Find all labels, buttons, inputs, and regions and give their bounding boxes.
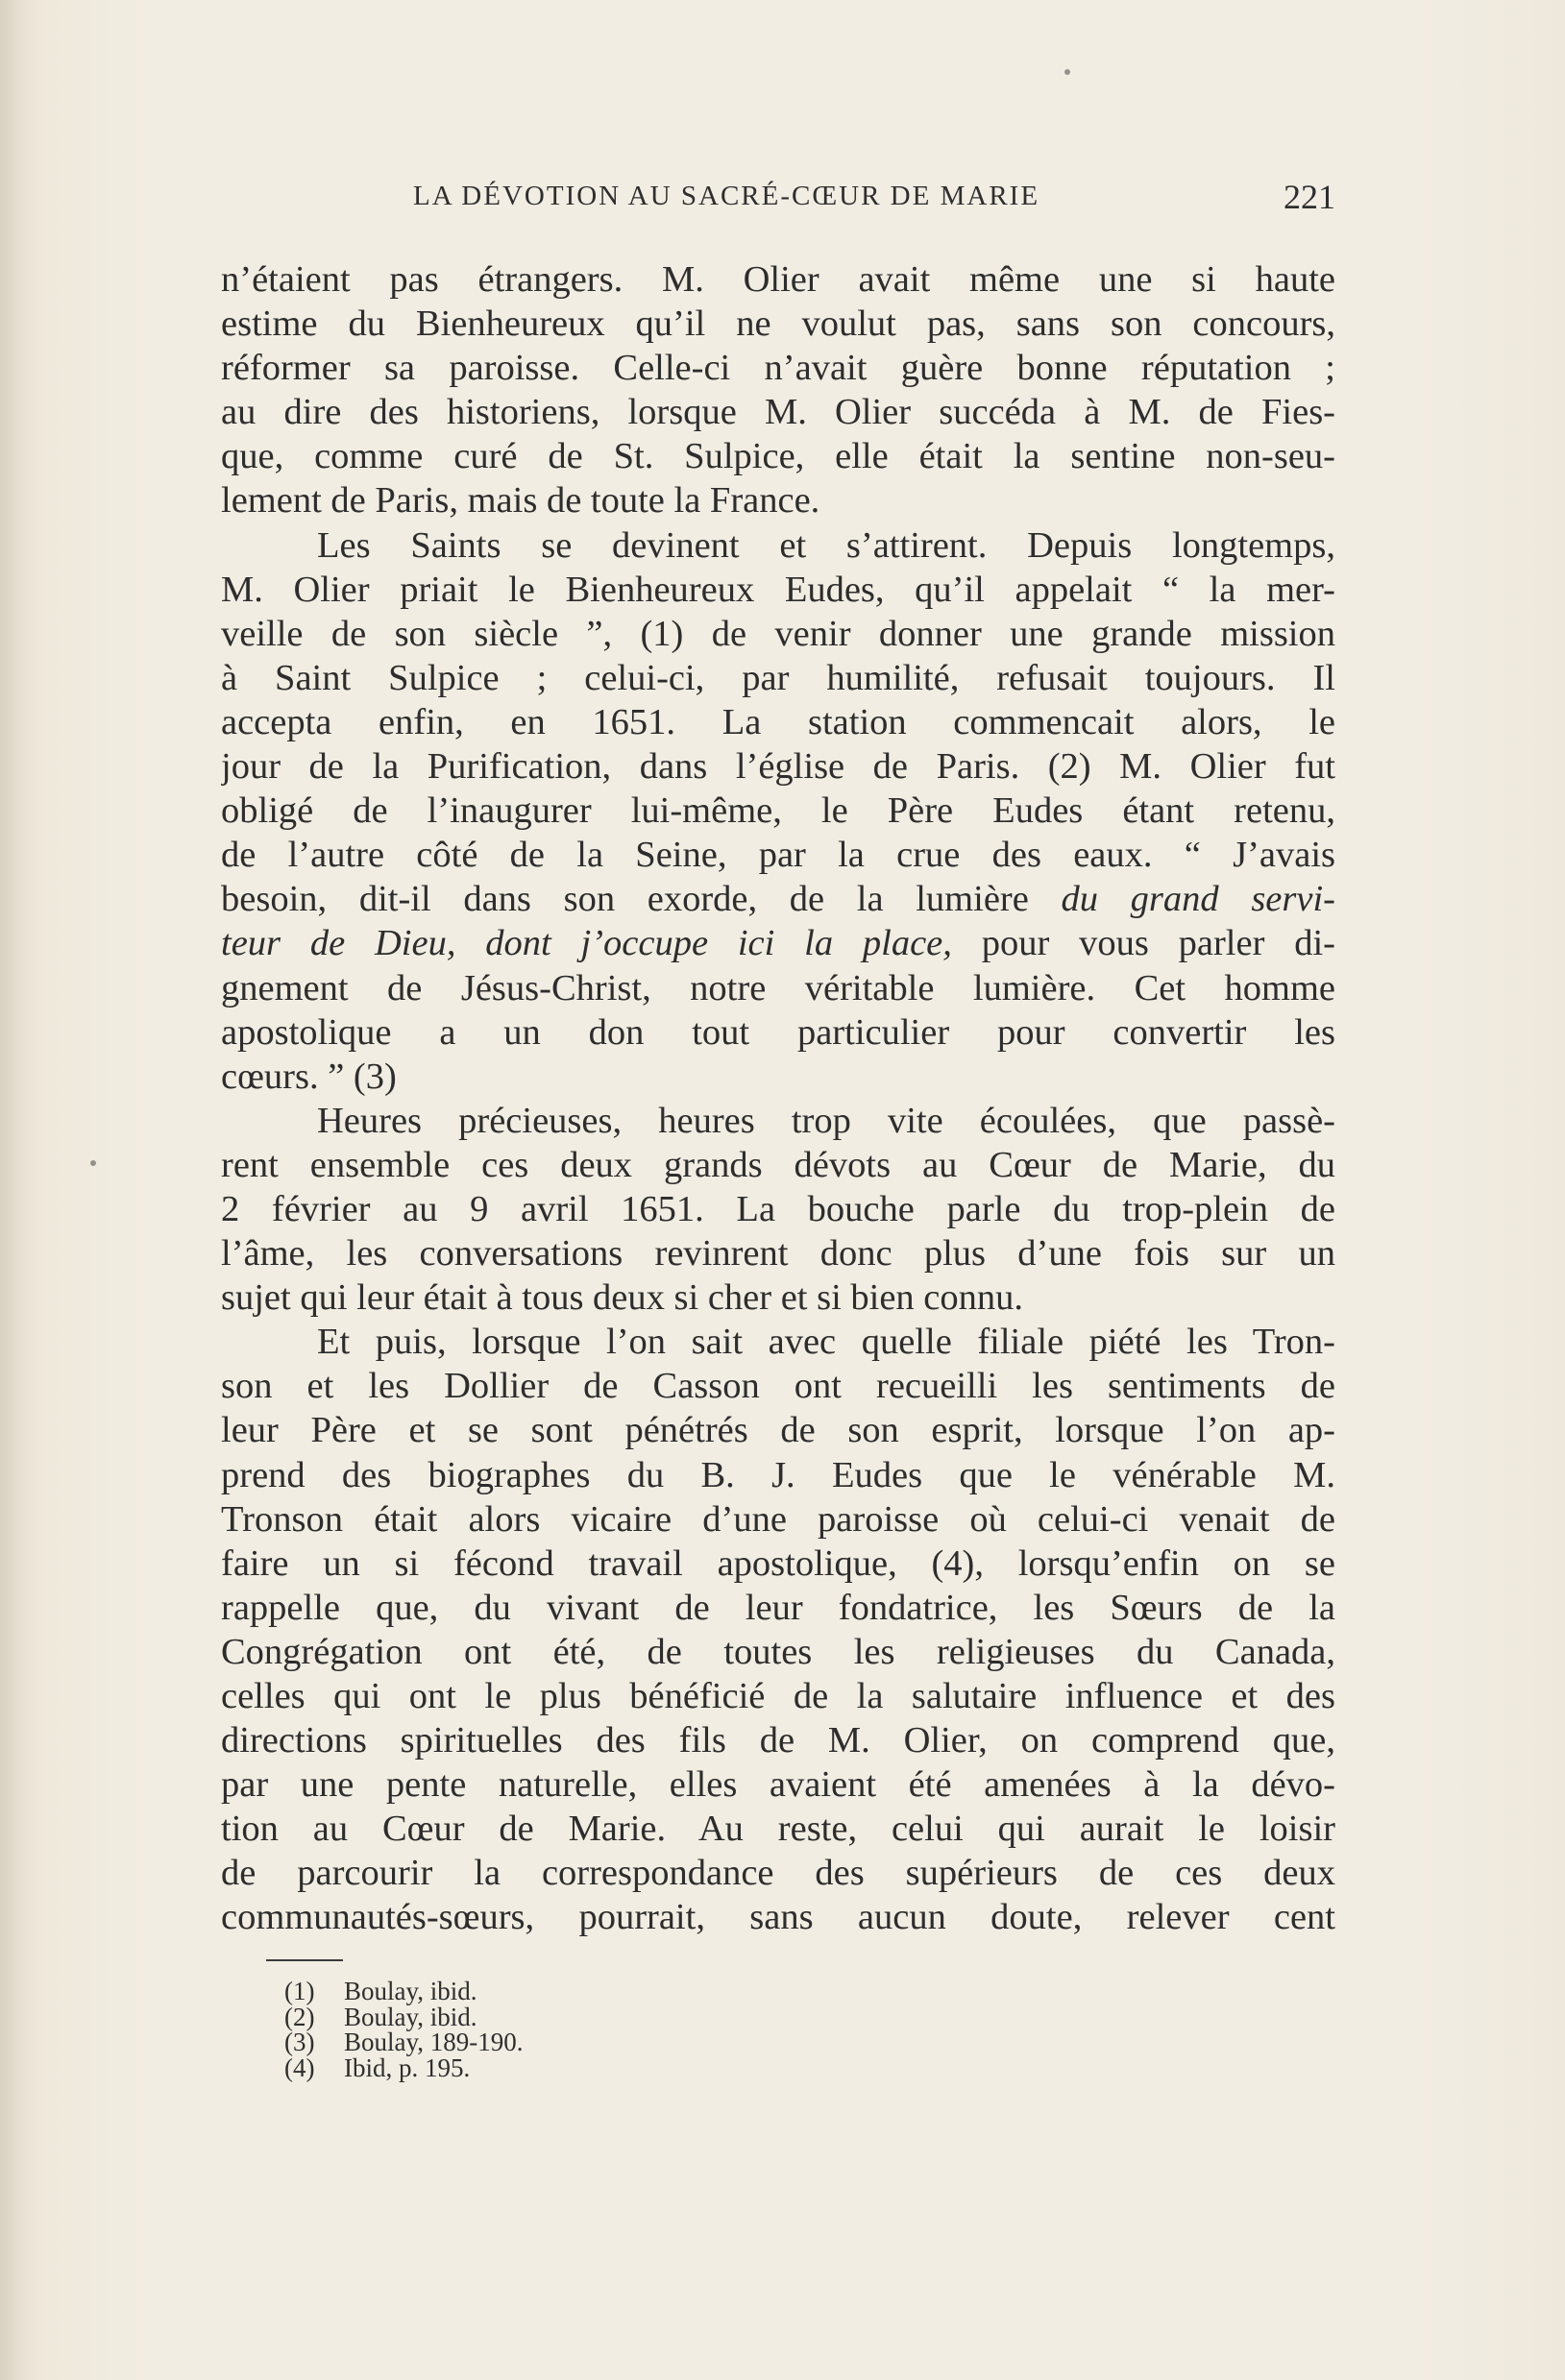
ink-speck <box>90 1160 96 1166</box>
footnote-number: (2) <box>284 2002 315 2031</box>
text-line: n’étaient pas étrangers. M. Olier avait même une si haute <box>221 259 1335 300</box>
text-line: l’âme, les conversations revinrent donc plus d’une fois sur un <box>221 1233 1335 1275</box>
ink-speck <box>1064 69 1070 75</box>
text-line: Heures précieuses, heures trop vite écoulées, que passè- <box>317 1100 1335 1141</box>
text-line: réformer sa paroisse. Celle-ci n’avait guère bonne réputation ; <box>221 348 1335 389</box>
footnote-text: Boulay, ibid. <box>344 1977 477 2005</box>
page-header <box>413 178 1335 229</box>
footnote-number: (1) <box>284 1977 315 2005</box>
text-line: lement de Paris, mais de toute la France. <box>221 480 820 522</box>
footnote <box>284 2029 523 2055</box>
text-line: gnement de Jésus-Christ, notre véritable lumière. Cet homme <box>221 967 1335 1008</box>
text-line: au dire des historiens, lorsque M. Olier succéda à M. de Fies- <box>221 392 1335 433</box>
text-line: obligé de l’inaugurer lui-même, le Père Eudes étant retenu, <box>221 790 1335 832</box>
footnotes <box>284 1979 523 2080</box>
text-line: à Saint Sulpice ; celui-ci, par humilité, refusait toujours. Il <box>221 657 1335 698</box>
text-line: son et les Dollier de Casson ont recueilli les sentiments de <box>221 1366 1335 1407</box>
text-line: faire un si fécond travail apostolique, (4), lorsqu’enfin on se <box>221 1542 1335 1584</box>
footnote <box>284 2052 523 2082</box>
page-number: 221 <box>1284 178 1335 216</box>
text-line: par une pente naturelle, elles avaient été amenées à la dévo- <box>221 1764 1335 1806</box>
footnote-number: (4) <box>284 2052 315 2082</box>
page-gutter-shadow <box>0 0 38 2380</box>
text-line: directions spirituelles des fils de M. Olier, on comprend que, <box>221 1720 1335 1761</box>
text-line: cœurs. ” (3) <box>221 1056 397 1097</box>
text-line: rent ensemble ces deux grands dévots au Cœur de Marie, du <box>221 1144 1335 1185</box>
footnote <box>284 1979 523 2004</box>
text-line: apostolique a un don tout particulier pour convertir les <box>221 1011 1335 1053</box>
text-line: que, comme curé de St. Sulpice, elle était la sentine non-seu- <box>221 436 1335 477</box>
text-line: leur Père et se sont pénétrés de son esprit, lorsque l’on ap- <box>221 1410 1335 1451</box>
text-line: Les Saints se devinent et s’attirent. Depuis longtemps, <box>317 524 1335 566</box>
text-line: prend des biographes du B. J. Eudes que le vénérable M. <box>221 1454 1335 1495</box>
text-line: tion au Cœur de Marie. Au reste, celui qui aurait le loisir <box>221 1809 1335 1850</box>
footnote-text: Ibid, p. 195. <box>344 2052 471 2082</box>
text-line: besoin, dit-il dans son exorde, de la lumière du grand servi- <box>221 879 1335 920</box>
italic-quote: teur de Dieu, dont j’occupe ici la place, <box>221 923 952 964</box>
text-line: estime du Bienheureux qu’il ne voulut pas, sans son concours, <box>221 304 1335 345</box>
text-line: celles qui ont le plus bénéficié de la salutaire influence et des <box>221 1676 1335 1716</box>
text-line: rappelle que, du vivant de leur fondatrice, les Sœurs de la <box>221 1587 1335 1628</box>
footnote <box>284 2004 523 2030</box>
text-line: Et puis, lorsque l’on sait avec quelle filiale piété les Tron- <box>317 1322 1335 1363</box>
text-line: Congrégation ont été, de toutes les religieuses du Canada, <box>221 1631 1335 1672</box>
text-line: M. Olier priait le Bienheureux Eudes, qu’il appelait “ la mer- <box>221 569 1335 610</box>
text-line: Tronson était alors vicaire d’une paroisse où celui-ci venait de <box>221 1498 1335 1540</box>
italic-quote: du grand servi- <box>1061 879 1335 920</box>
footnote-number: (3) <box>284 2028 315 2056</box>
text-line: sujet qui leur était à tous deux si cher et si bien connu. <box>221 1277 1024 1319</box>
text-line: communautés-sœurs, pourrait, sans aucun doute, relever cent <box>221 1897 1335 1938</box>
footnote-text: Boulay, 189-190. <box>344 2028 524 2056</box>
body-text <box>221 257 1335 1940</box>
text-line: teur de Dieu, dont j’occupe ici la place, pour vous parler di- <box>221 923 1335 964</box>
text-line: 2 février au 9 avril 1651. La bouche parle du trop-plein de <box>221 1188 1335 1229</box>
text-line: de l’autre côté de la Seine, par la crue des eaux. “ J’avais <box>221 835 1335 876</box>
footnote-text: Boulay, ibid. <box>344 2002 477 2031</box>
text-line: accepta enfin, en 1651. La station commencait alors, le <box>221 701 1335 742</box>
running-head: LA DÉVOTION AU SACRÉ-CŒUR DE MARIE <box>413 181 1040 211</box>
text-line: de parcourir la correspondance des supérieurs de ces deux <box>221 1853 1335 1894</box>
text-line: veille de son siècle ”, (1) de venir donner une grande mission <box>221 613 1335 654</box>
footnote-rule <box>266 1959 343 1961</box>
text-line: jour de la Purification, dans l’église de Paris. (2) M. Olier fut <box>221 746 1335 788</box>
